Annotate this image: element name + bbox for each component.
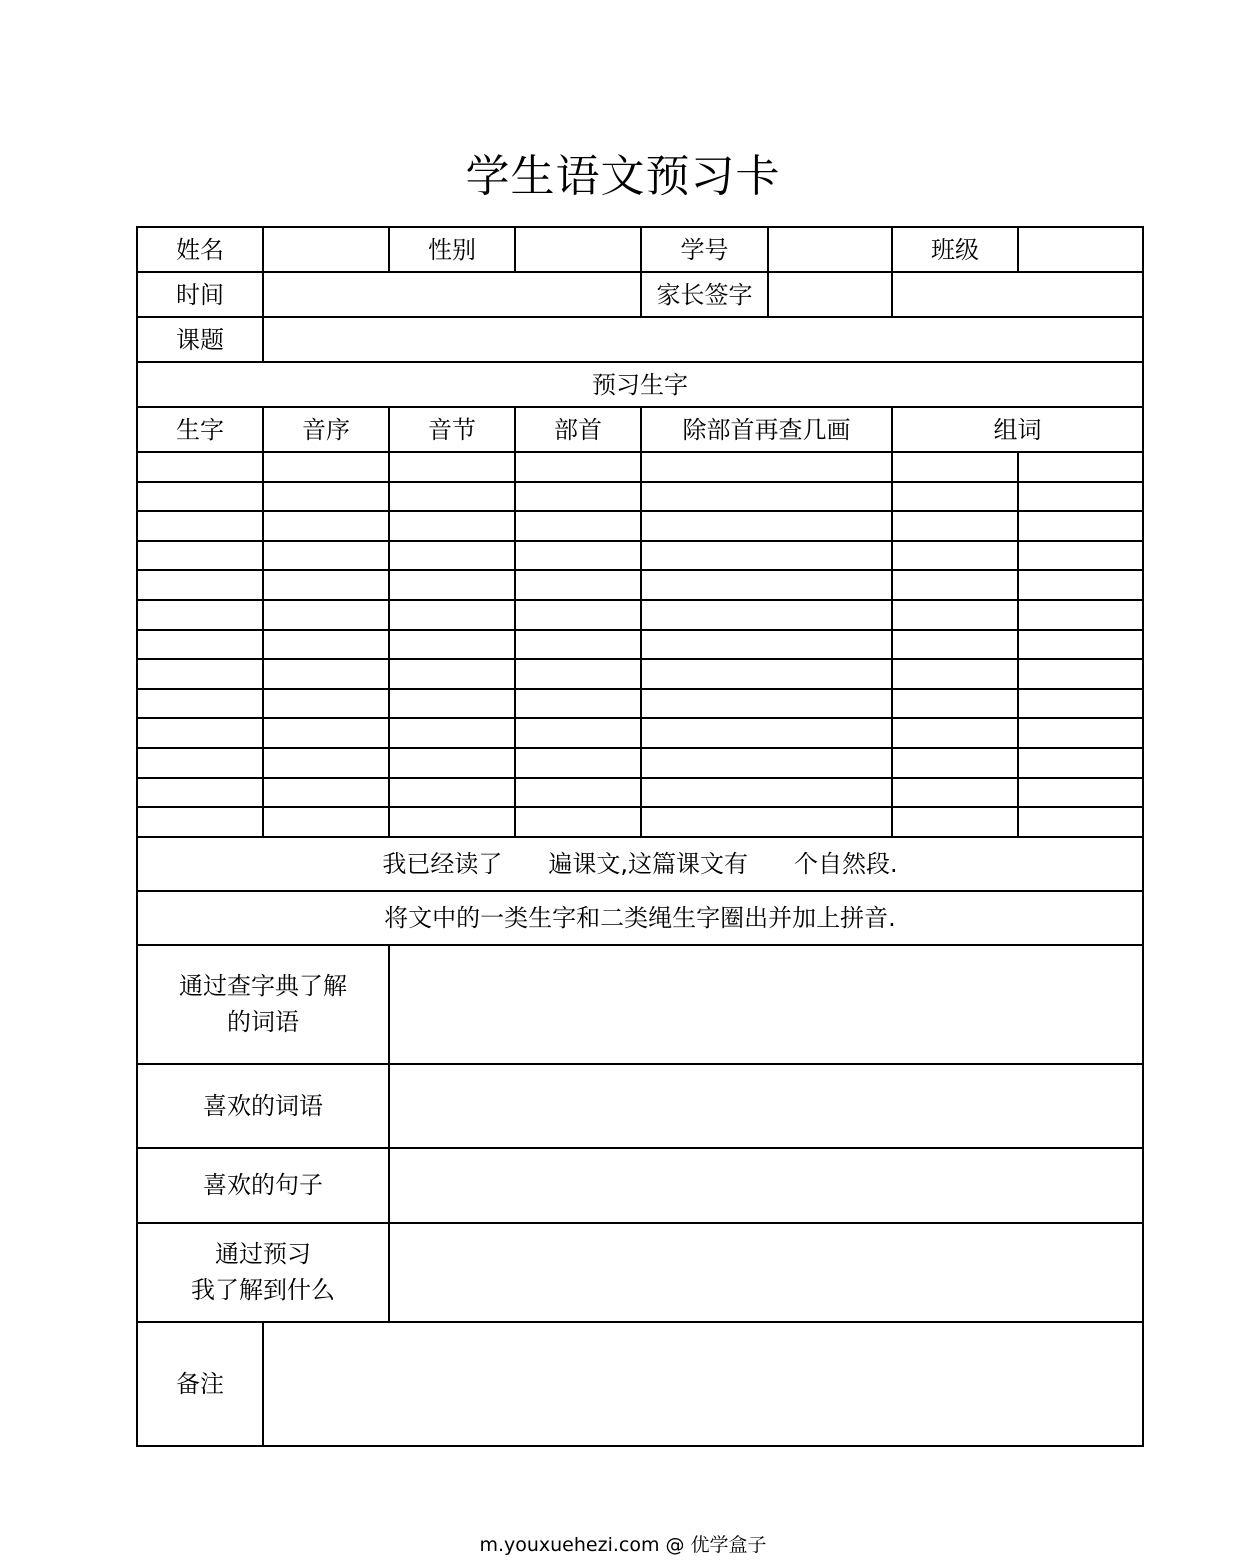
vocab-row xyxy=(137,630,1143,660)
vocab-cell-character[interactable] xyxy=(137,600,263,630)
vocab-row xyxy=(137,689,1143,719)
vocab-cell-radical[interactable] xyxy=(515,600,641,630)
vocab-cell-syllable[interactable] xyxy=(389,511,515,541)
vocab-cell-radical[interactable] xyxy=(515,570,641,600)
parent-sign-field[interactable] xyxy=(769,273,891,316)
vocab-cell-strokes[interactable] xyxy=(641,718,892,748)
vocab-cell-syllable[interactable] xyxy=(389,748,515,778)
reading-part1: 我已经读了 xyxy=(382,849,503,878)
dict-words-label xyxy=(137,945,389,1064)
vocab-row xyxy=(137,659,1143,689)
vocab-cell-word-1[interactable] xyxy=(892,541,1018,571)
vocab-cell-word-1[interactable] xyxy=(892,630,1018,660)
vocab-cell-radical[interactable] xyxy=(515,807,641,837)
vocab-cell-initial[interactable] xyxy=(263,748,389,778)
vocab-cell-initial[interactable] xyxy=(263,570,389,600)
remarks-label: 备注 xyxy=(137,1322,263,1446)
vocab-row xyxy=(137,718,1143,748)
remarks-field[interactable] xyxy=(263,1322,1143,1446)
learned-label-line2: 我了解到什么 xyxy=(191,1276,335,1305)
instruction-text: 将文中的一类生字和二类绳生字圈出并加上拼音. xyxy=(137,891,1143,945)
vocab-cell-word-2[interactable] xyxy=(1018,482,1143,512)
parent-sign-cell xyxy=(641,272,892,317)
vocab-cell-word-2[interactable] xyxy=(1018,600,1143,630)
vocab-cell-character[interactable] xyxy=(137,570,263,600)
dict-words-label-line2: 的词语 xyxy=(227,1008,299,1037)
vocab-section-title: 预习生字 xyxy=(137,362,1143,407)
vocab-cell-strokes[interactable] xyxy=(641,600,892,630)
vocab-cell-initial[interactable] xyxy=(263,689,389,719)
vocab-cell-character[interactable] xyxy=(137,778,263,808)
reading-row xyxy=(137,837,1143,891)
vocab-cell-word-1[interactable] xyxy=(892,659,1018,689)
liked-sentences-row xyxy=(137,1148,1143,1223)
vocab-cell-syllable[interactable] xyxy=(389,778,515,808)
vocab-cell-syllable[interactable] xyxy=(389,630,515,660)
info-row-2 xyxy=(137,272,1143,317)
vocab-cell-word-2[interactable] xyxy=(1018,748,1143,778)
liked-sentences-label: 喜欢的句子 xyxy=(137,1148,389,1223)
lesson-label: 课题 xyxy=(137,317,263,362)
student-no-field[interactable] xyxy=(769,228,891,271)
student-no-label xyxy=(641,227,892,272)
vocab-cell-strokes[interactable] xyxy=(641,807,892,837)
vocab-cell-radical[interactable] xyxy=(515,630,641,660)
vocab-cell-strokes[interactable] xyxy=(641,511,892,541)
vocab-cell-character[interactable] xyxy=(137,689,263,719)
vocab-cell-strokes[interactable] xyxy=(641,659,892,689)
class-field[interactable] xyxy=(1018,227,1143,272)
reading-part2: 遍课文,这篇课文有 xyxy=(548,849,748,878)
vocab-cell-initial[interactable] xyxy=(263,541,389,571)
vocab-cell-initial[interactable] xyxy=(263,482,389,512)
vocab-row xyxy=(137,482,1143,512)
col-header-syllable: 音节 xyxy=(389,407,515,452)
vocab-cell-initial[interactable] xyxy=(263,630,389,660)
vocab-cell-radical[interactable] xyxy=(515,718,641,748)
reading-part3: 个自然段. xyxy=(794,849,898,878)
liked-sentences-field[interactable] xyxy=(389,1148,1143,1223)
vocab-cell-word-1[interactable] xyxy=(892,600,1018,630)
vocab-cell-word-2[interactable] xyxy=(1018,541,1143,571)
vocab-row xyxy=(137,600,1143,630)
liked-words-row xyxy=(137,1064,1143,1148)
info-row-1 xyxy=(137,227,1143,272)
remarks-row xyxy=(137,1322,1143,1446)
vocab-cell-radical[interactable] xyxy=(515,482,641,512)
vocab-cell-radical[interactable] xyxy=(515,689,641,719)
vocab-rows xyxy=(137,452,1143,837)
learned-row xyxy=(137,1223,1143,1322)
vocab-cell-strokes[interactable] xyxy=(641,630,892,660)
vocab-cell-syllable[interactable] xyxy=(389,659,515,689)
col-header-character: 生字 xyxy=(137,407,263,452)
parent-sign-field-extra[interactable] xyxy=(892,272,1143,317)
time-field[interactable] xyxy=(263,272,641,317)
vocab-header-row xyxy=(137,407,1143,452)
vocab-cell-character[interactable] xyxy=(137,511,263,541)
vocab-row xyxy=(137,541,1143,571)
vocab-cell-word-1[interactable] xyxy=(892,718,1018,748)
vocab-cell-syllable[interactable] xyxy=(389,600,515,630)
vocab-row xyxy=(137,778,1143,808)
parent-sign-label: 家长签字 xyxy=(642,273,769,316)
vocab-title-row xyxy=(137,362,1143,407)
vocab-cell-word-2[interactable] xyxy=(1018,570,1143,600)
class-label: 班级 xyxy=(892,227,1018,272)
vocab-cell-syllable[interactable] xyxy=(389,541,515,571)
vocab-cell-initial[interactable] xyxy=(263,511,389,541)
vocab-cell-initial[interactable] xyxy=(263,778,389,808)
vocab-cell-strokes[interactable] xyxy=(641,570,892,600)
vocab-cell-word-1[interactable] xyxy=(892,511,1018,541)
vocab-cell-radical[interactable] xyxy=(515,748,641,778)
vocab-cell-word-2[interactable] xyxy=(1018,452,1143,482)
vocab-row xyxy=(137,807,1143,837)
col-header-initial: 音序 xyxy=(263,407,389,452)
vocab-cell-character[interactable] xyxy=(137,630,263,660)
vocab-cell-initial[interactable] xyxy=(263,807,389,837)
gender-field[interactable] xyxy=(515,227,641,272)
vocab-cell-strokes[interactable] xyxy=(641,452,892,482)
vocab-cell-radical[interactable] xyxy=(515,511,641,541)
learned-label xyxy=(137,1223,389,1322)
dict-words-field[interactable] xyxy=(389,945,1143,1064)
vocab-cell-strokes[interactable] xyxy=(641,778,892,808)
vocab-cell-strokes[interactable] xyxy=(641,541,892,571)
liked-words-label: 喜欢的词语 xyxy=(137,1064,389,1148)
vocab-cell-word-2[interactable] xyxy=(1018,807,1143,837)
vocab-cell-radical[interactable] xyxy=(515,541,641,571)
liked-words-field[interactable] xyxy=(389,1064,1143,1148)
gender-label: 性别 xyxy=(389,227,515,272)
lesson-row xyxy=(137,317,1143,362)
vocab-cell-word-1[interactable] xyxy=(892,482,1018,512)
vocab-cell-character[interactable] xyxy=(137,748,263,778)
vocab-cell-syllable[interactable] xyxy=(389,689,515,719)
vocab-row xyxy=(137,748,1143,778)
vocab-cell-syllable[interactable] xyxy=(389,482,515,512)
vocab-cell-syllable[interactable] xyxy=(389,718,515,748)
vocab-cell-initial[interactable] xyxy=(263,718,389,748)
preview-card-table xyxy=(136,226,1144,1447)
learned-field[interactable] xyxy=(389,1223,1143,1322)
footer-watermark: m.youxuehezi.com @ 优学盒子 xyxy=(479,1534,767,1556)
vocab-cell-word-1[interactable] xyxy=(892,689,1018,719)
student-no-label-text: 学号 xyxy=(642,228,769,271)
vocab-cell-word-1[interactable] xyxy=(892,570,1018,600)
vocab-cell-word-2[interactable] xyxy=(1018,689,1143,719)
name-label: 姓名 xyxy=(137,227,263,272)
vocab-row xyxy=(137,570,1143,600)
vocab-cell-character[interactable] xyxy=(137,452,263,482)
dict-words-label-line1: 通过查字典了解 xyxy=(179,972,347,1001)
vocab-cell-syllable[interactable] xyxy=(389,452,515,482)
vocab-cell-word-2[interactable] xyxy=(1018,778,1143,808)
vocab-cell-initial[interactable] xyxy=(263,600,389,630)
col-header-words: 组词 xyxy=(892,407,1143,452)
vocab-cell-word-2[interactable] xyxy=(1018,718,1143,748)
vocab-cell-character[interactable] xyxy=(137,482,263,512)
vocab-cell-initial[interactable] xyxy=(263,452,389,482)
vocab-cell-word-1[interactable] xyxy=(892,452,1018,482)
vocab-cell-character[interactable] xyxy=(137,659,263,689)
name-field[interactable] xyxy=(263,227,389,272)
vocab-row xyxy=(137,452,1143,482)
vocab-cell-character[interactable] xyxy=(137,541,263,571)
col-header-radical: 部首 xyxy=(515,407,641,452)
time-label: 时间 xyxy=(137,272,263,317)
vocab-cell-character[interactable] xyxy=(137,807,263,837)
vocab-cell-word-1[interactable] xyxy=(892,778,1018,808)
vocab-cell-word-1[interactable] xyxy=(892,748,1018,778)
vocab-cell-syllable[interactable] xyxy=(389,807,515,837)
vocab-cell-syllable[interactable] xyxy=(389,570,515,600)
vocab-cell-character[interactable] xyxy=(137,718,263,748)
vocab-cell-initial[interactable] xyxy=(263,659,389,689)
vocab-cell-strokes[interactable] xyxy=(641,748,892,778)
vocab-cell-strokes[interactable] xyxy=(641,689,892,719)
vocab-cell-radical[interactable] xyxy=(515,778,641,808)
vocab-cell-word-2[interactable] xyxy=(1018,630,1143,660)
learned-label-line1: 通过预习 xyxy=(215,1240,311,1269)
page-title: 学生语文预习卡 xyxy=(465,151,781,202)
vocab-cell-strokes[interactable] xyxy=(641,482,892,512)
vocab-cell-radical[interactable] xyxy=(515,452,641,482)
instruction-row xyxy=(137,891,1143,945)
vocab-row xyxy=(137,511,1143,541)
col-header-strokes: 除部首再查几画 xyxy=(641,407,892,452)
lesson-field[interactable] xyxy=(263,317,1143,362)
dict-words-row xyxy=(137,945,1143,1064)
vocab-cell-word-1[interactable] xyxy=(892,807,1018,837)
vocab-cell-radical[interactable] xyxy=(515,659,641,689)
vocab-cell-word-2[interactable] xyxy=(1018,659,1143,689)
vocab-cell-word-2[interactable] xyxy=(1018,511,1143,541)
reading-sentence[interactable] xyxy=(137,837,1143,891)
